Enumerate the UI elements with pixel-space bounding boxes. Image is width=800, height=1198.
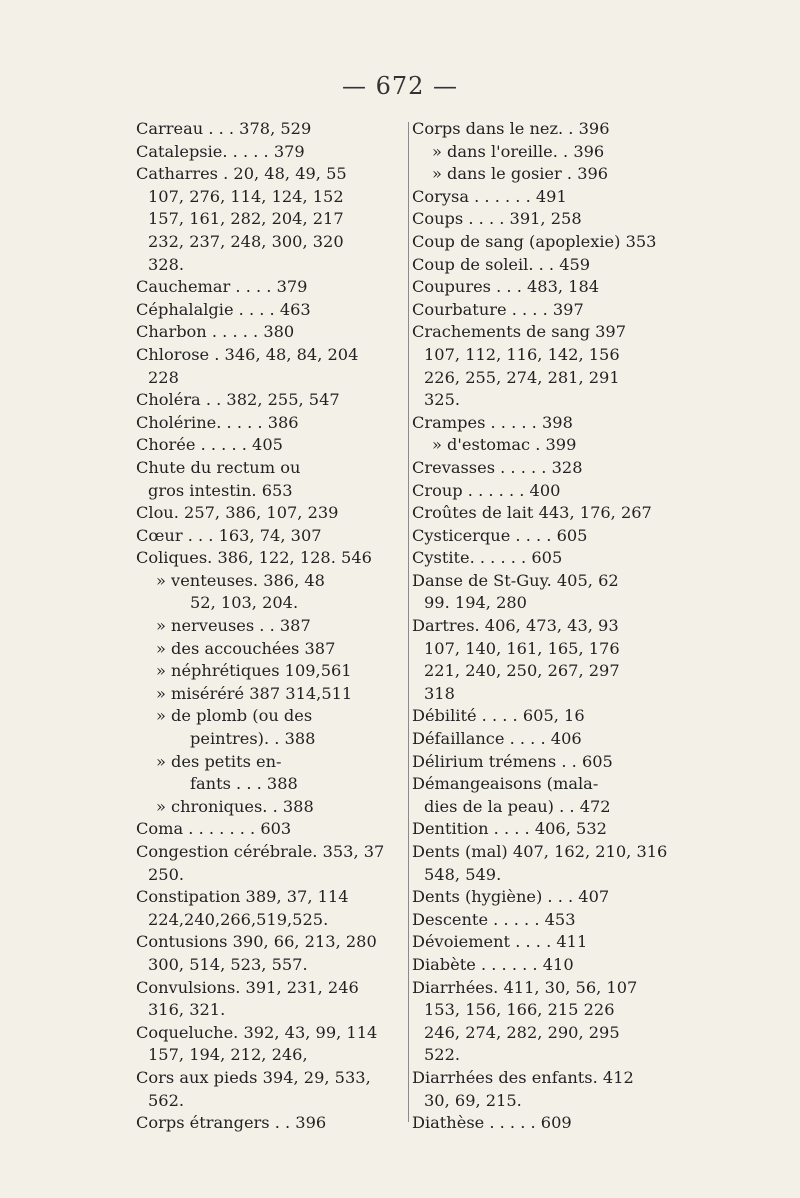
index-entry-line: Carreau . . . 378, 529 bbox=[136, 119, 312, 138]
index-entry-line: Crevasses . . . . . 328 bbox=[412, 457, 583, 477]
index-entry bbox=[412, 886, 668, 909]
index-entry-line: Diathèse . . . . . 609 bbox=[412, 1113, 572, 1133]
index-entry bbox=[412, 321, 668, 411]
index-entry bbox=[412, 570, 668, 615]
index-entry-continuation: 224,240,266,519,525. bbox=[148, 909, 329, 929]
index-columns bbox=[136, 118, 669, 1135]
index-entry-line: Crampes . . . . . 398 bbox=[412, 412, 573, 432]
index-entry bbox=[136, 705, 392, 750]
index-entry-continuation: 221, 240, 250, 267, 297 bbox=[424, 661, 620, 681]
index-entry-continuation: peintres). . 388 bbox=[190, 729, 316, 749]
index-entry-line: Crachements de sang 397 bbox=[412, 322, 627, 342]
index-entry bbox=[412, 276, 668, 299]
index-entry-line: Cholérine. . . . . 386 bbox=[136, 412, 299, 432]
index-entry bbox=[136, 502, 392, 525]
index-entry bbox=[412, 931, 668, 954]
index-entry-continuation: 548, 549. bbox=[424, 864, 502, 884]
index-entry-line: Corps dans le nez. . 396 bbox=[412, 119, 610, 138]
index-entry bbox=[412, 1112, 668, 1135]
index-entry bbox=[412, 728, 668, 751]
index-entry-line: Démangeaisons (mala- bbox=[412, 774, 599, 794]
index-entry-line: Chlorose . 346, 48, 84, 204 bbox=[136, 344, 359, 364]
index-entry bbox=[136, 321, 392, 344]
index-entry-line: » d'estomac . 399 bbox=[432, 435, 577, 455]
index-entry bbox=[136, 977, 392, 1022]
index-entry-line: Chute du rectum ou bbox=[136, 457, 301, 477]
index-entry-line: » miséréré 387 314,511 bbox=[156, 683, 353, 703]
index-entry-continuation: 52, 103, 204. bbox=[190, 593, 299, 613]
index-entry bbox=[136, 818, 392, 841]
index-entry bbox=[412, 1067, 668, 1112]
index-entry bbox=[136, 525, 392, 548]
index-entry-line: Dévoiement . . . . 411 bbox=[412, 932, 588, 952]
index-entry-line: Coup de soleil. . . 459 bbox=[412, 254, 591, 274]
index-entry bbox=[136, 412, 392, 435]
index-entry bbox=[412, 977, 668, 1067]
index-entry-continuation: 157, 161, 282, 204, 217 bbox=[148, 209, 344, 229]
index-entry-line: Coupures . . . 483, 184 bbox=[412, 277, 600, 297]
index-entry-continuation: 316, 321. bbox=[148, 1000, 226, 1020]
index-entry-line: Clou. 257, 386, 107, 239 bbox=[136, 503, 339, 523]
index-entry bbox=[136, 163, 392, 276]
index-entry-line: Convulsions. 391, 231, 246 bbox=[136, 977, 359, 997]
index-entry-line: Corysa . . . . . . 491 bbox=[412, 186, 567, 206]
index-entry bbox=[136, 886, 392, 931]
index-entry-line: » nerveuses . . 387 bbox=[156, 616, 311, 636]
index-entry-line: » des accouchées 387 bbox=[156, 638, 336, 658]
index-entry-line: Céphalalgie . . . . 463 bbox=[136, 299, 311, 319]
index-entry-continuation: gros intestin. 653 bbox=[148, 480, 293, 500]
index-entry bbox=[412, 412, 668, 435]
index-entry-line: » des petits en- bbox=[156, 751, 282, 771]
index-entry-line: Contusions 390, 66, 213, 280 bbox=[136, 932, 377, 952]
index-entry-line: Dents (mal) 407, 162, 210, 316 bbox=[412, 842, 668, 861]
index-entry-line: Débilité . . . . 605, 16 bbox=[412, 706, 585, 726]
index-entry bbox=[412, 705, 668, 728]
index-entry-line: Choléra . . 382, 255, 547 bbox=[136, 390, 340, 410]
index-entry bbox=[412, 751, 668, 774]
index-entry-line: Défaillance . . . . 406 bbox=[412, 729, 582, 749]
index-entry bbox=[412, 457, 668, 480]
index-entry-line: Cœur . . . 163, 74, 307 bbox=[136, 525, 322, 545]
index-entry bbox=[412, 909, 668, 932]
index-entry-line: Cysticerque . . . . 605 bbox=[412, 525, 588, 545]
index-entry-continuation: 250. bbox=[148, 864, 185, 884]
index-entry-line: » venteuses. 386, 48 bbox=[156, 570, 325, 590]
index-entry bbox=[136, 299, 392, 322]
index-entry bbox=[136, 796, 392, 819]
index-entry bbox=[136, 457, 392, 502]
index-entry bbox=[136, 638, 392, 661]
index-entry bbox=[412, 547, 668, 570]
index-entry-continuation: 99. 194, 280 bbox=[424, 593, 527, 613]
index-entry bbox=[136, 1067, 392, 1112]
index-entry-line: Coliques. 386, 122, 128. 546 bbox=[136, 548, 372, 568]
index-entry-line: Dentition . . . . 406, 532 bbox=[412, 819, 607, 839]
index-entry-continuation: 107, 140, 161, 165, 176 bbox=[424, 638, 620, 658]
index-entry bbox=[136, 276, 392, 299]
index-entry-line: Coma . . . . . . . 603 bbox=[136, 819, 292, 839]
index-entry bbox=[412, 818, 668, 841]
index-entry-line: Coqueluche. 392, 43, 99, 114 bbox=[136, 1022, 378, 1042]
right-column bbox=[402, 118, 668, 1135]
index-entry-continuation: 30, 69, 215. bbox=[424, 1090, 522, 1110]
index-entry-line: Dents (hygiène) . . . 407 bbox=[412, 887, 610, 907]
index-entry bbox=[412, 118, 668, 141]
index-entry bbox=[412, 773, 668, 818]
index-entry-line: Catalepsie. . . . . 379 bbox=[136, 141, 305, 161]
index-entry bbox=[412, 841, 668, 886]
index-entry bbox=[412, 208, 668, 231]
index-entry bbox=[412, 231, 668, 254]
index-entry bbox=[412, 615, 668, 705]
index-entry-line: Dartres. 406, 473, 43, 93 bbox=[412, 616, 619, 636]
index-entry-continuation: 232, 237, 248, 300, 320 bbox=[148, 231, 344, 251]
index-entry-line: Courbature . . . . 397 bbox=[412, 299, 584, 319]
index-entry-line: » de plomb (ou des bbox=[156, 706, 313, 726]
index-entry-line: Cauchemar . . . . 379 bbox=[136, 277, 308, 297]
index-entry-continuation: 107, 112, 116, 142, 156 bbox=[424, 344, 620, 364]
index-entry-line: Corps étrangers . . 396 bbox=[136, 1113, 327, 1133]
index-entry bbox=[136, 1022, 392, 1067]
index-entry bbox=[412, 480, 668, 503]
index-entry bbox=[136, 660, 392, 683]
index-entry bbox=[136, 389, 392, 412]
index-entry-line: » néphrétiques 109,561 bbox=[156, 661, 352, 681]
index-entry bbox=[412, 254, 668, 277]
index-entry-line: Cors aux pieds 394, 29, 533, bbox=[136, 1067, 371, 1087]
index-entry-line: Cystite. . . . . . 605 bbox=[412, 548, 563, 568]
index-entry-line: Croûtes de lait 443, 176, 267 bbox=[412, 503, 652, 523]
index-entry bbox=[136, 118, 392, 141]
index-entry bbox=[412, 434, 668, 457]
index-entry-continuation: 107, 276, 114, 124, 152 bbox=[148, 186, 344, 206]
index-entry-continuation: 228 bbox=[148, 367, 179, 387]
index-entry-line: Catharres . 20, 48, 49, 55 bbox=[136, 164, 347, 184]
index-entry-line: Diabète . . . . . . 410 bbox=[412, 954, 574, 974]
index-entry bbox=[136, 751, 392, 796]
index-entry bbox=[136, 1112, 392, 1135]
index-entry bbox=[412, 525, 668, 548]
index-entry-line: Délirium trémens . . 605 bbox=[412, 751, 613, 771]
index-entry-line: Danse de St-Guy. 405, 62 bbox=[412, 570, 619, 590]
index-entry-continuation: 300, 514, 523, 557. bbox=[148, 954, 308, 974]
index-entry-continuation: 325. bbox=[424, 390, 461, 410]
index-entry-continuation: 328. bbox=[148, 254, 185, 274]
index-entry bbox=[136, 344, 392, 389]
index-entry-line: Diarrhées. 411, 30, 56, 107 bbox=[412, 977, 638, 997]
index-entry-line: Constipation 389, 37, 114 bbox=[136, 887, 349, 907]
index-entry bbox=[412, 502, 668, 525]
index-entry-line: Congestion cérébrale. 353, 37 bbox=[136, 842, 385, 861]
index-entry bbox=[136, 547, 392, 570]
index-entry bbox=[136, 615, 392, 638]
index-entry bbox=[412, 186, 668, 209]
index-entry-continuation: fants . . . 388 bbox=[190, 774, 298, 794]
index-entry-continuation: 153, 156, 166, 215 226 bbox=[424, 1000, 615, 1020]
index-entry-line: Diarrhées des enfants. 412 bbox=[412, 1067, 634, 1087]
index-entry bbox=[136, 931, 392, 976]
index-entry-continuation: 226, 255, 274, 281, 291 bbox=[424, 367, 620, 387]
index-entry-line: Coup de sang (apoplexie) 353 bbox=[412, 231, 657, 251]
index-entry bbox=[136, 434, 392, 457]
index-entry-line: Croup . . . . . . 400 bbox=[412, 480, 561, 500]
index-entry-continuation: dies de la peau) . . 472 bbox=[424, 796, 611, 816]
index-entry-line: » chroniques. . 388 bbox=[156, 796, 314, 816]
left-column bbox=[136, 118, 402, 1135]
index-entry-line: Charbon . . . . . 380 bbox=[136, 322, 295, 342]
index-entry bbox=[412, 141, 668, 164]
index-entry-continuation: 562. bbox=[148, 1090, 185, 1110]
index-entry bbox=[412, 163, 668, 186]
index-entry bbox=[136, 841, 392, 886]
index-entry bbox=[412, 299, 668, 322]
index-entry bbox=[136, 141, 392, 164]
index-entry bbox=[412, 954, 668, 977]
index-entry-continuation: 157, 194, 212, 246, bbox=[148, 1045, 308, 1065]
index-entry-continuation: 246, 274, 282, 290, 295 bbox=[424, 1022, 620, 1042]
index-entry-line: » dans l'oreille. . 396 bbox=[432, 141, 605, 161]
index-entry-continuation: 522. bbox=[424, 1045, 461, 1065]
index-entry-continuation: 318 bbox=[424, 683, 455, 703]
index-entry-line: » dans le gosier . 396 bbox=[432, 164, 609, 184]
index-entry-line: Coups . . . . 391, 258 bbox=[412, 209, 582, 229]
index-entry-line: Descente . . . . . 453 bbox=[412, 909, 576, 929]
page-number: — 672 — bbox=[341, 72, 459, 100]
index-entry bbox=[136, 570, 392, 615]
index-entry bbox=[136, 683, 392, 706]
index-entry-line: Chorée . . . . . 405 bbox=[136, 435, 283, 455]
